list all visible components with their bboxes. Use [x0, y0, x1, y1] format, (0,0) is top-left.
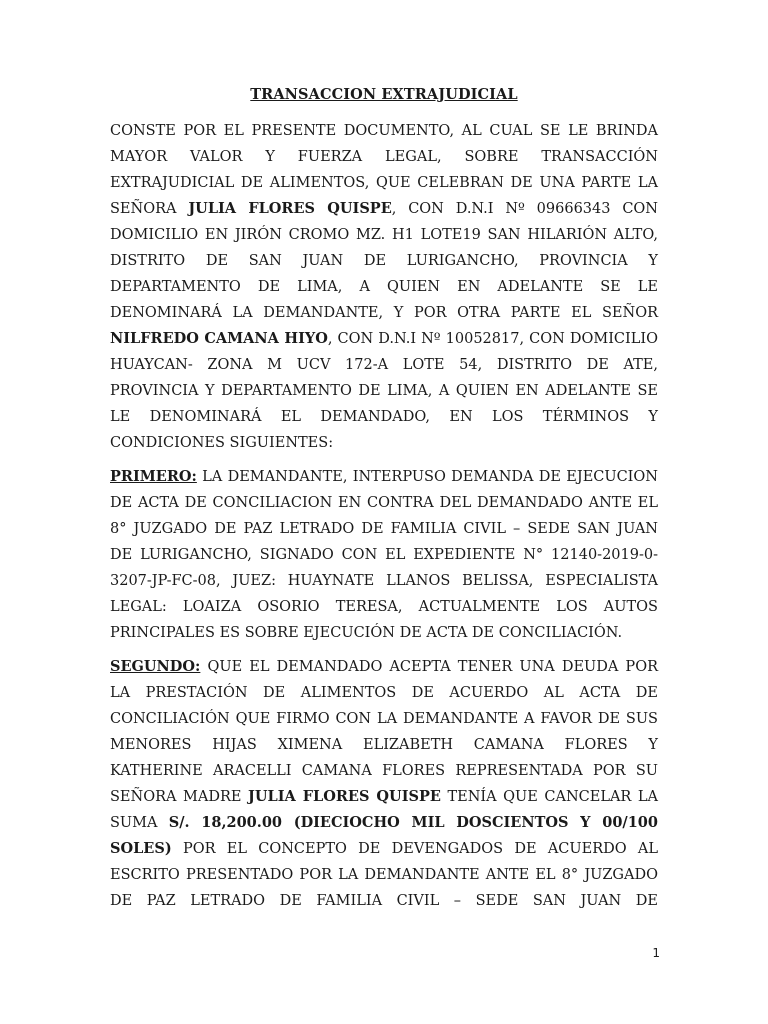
paragraph: [110, 464, 658, 646]
bold-text: SOLES): [110, 840, 172, 857]
text-line: [110, 516, 658, 542]
text-run: , CON D.N.I Nº 10052817, CON DOMICILIO: [327, 331, 658, 347]
text-line: [110, 248, 658, 274]
paragraph: [110, 118, 658, 456]
text-line: [110, 810, 658, 836]
bold-text: JULIA FLORES QUISPE: [248, 788, 441, 805]
text-line: [110, 352, 658, 378]
text-line: [110, 758, 658, 784]
text-line: [110, 378, 658, 404]
text-run: , CON D.N.I Nº 09666343 CON: [391, 201, 658, 217]
text-run: QUE EL DEMANDADO ACEPTA TENER UNA DEUDA POR: [200, 659, 658, 675]
text-line: [110, 732, 658, 758]
document-title: TRANSACCION EXTRAJUDICIAL: [250, 86, 518, 103]
text-line: [110, 144, 658, 170]
text-line: [110, 326, 658, 352]
text-run: ESCRITO PRESENTADO POR LA DEMANDANTE ANTE EL 8° JUZGADO: [110, 867, 658, 883]
text-run: LEGAL: LOAIZA OSORIO TERESA, ACTUALMENTE LOS AUTOS: [110, 599, 658, 615]
text-line: [110, 430, 658, 456]
text-line: [110, 862, 658, 888]
section-heading: SEGUNDO:: [110, 658, 201, 675]
text-line: [110, 568, 658, 594]
section-heading: PRIMERO:: [110, 468, 197, 485]
text-run: DISTRITO DE SAN JUAN DE LURIGANCHO, PROVINCIA Y: [110, 253, 658, 269]
text-line: [110, 784, 658, 810]
text-line: [110, 196, 658, 222]
text-run: DENOMINARÁ LA DEMANDANTE, Y POR OTRA PARTE EL SEÑOR: [110, 305, 658, 321]
text-run: CONDICIONES SIGUIENTES:: [110, 435, 334, 451]
text-run: MENORES HIJAS XIMENA ELIZABETH CAMANA FLORES Y: [110, 737, 658, 753]
text-line: [110, 490, 658, 516]
text-line: [110, 542, 658, 568]
text-line: [110, 464, 658, 490]
text-line: [110, 836, 658, 862]
page-number: 1: [652, 946, 660, 960]
text-line: [110, 118, 658, 144]
text-run: SEÑORA MADRE: [110, 789, 249, 805]
bold-text: JULIA FLORES QUISPE: [188, 200, 392, 217]
text-run: HUAYCAN- ZONA M UCV 172-A LOTE 54, DISTRITO DE ATE,: [110, 357, 658, 373]
text-run: DE LURIGANCHO, SIGNADO CON EL EXPEDIENTE N° 12140-2019-0-: [110, 547, 658, 563]
text-line: [110, 222, 658, 248]
text-line: [110, 274, 658, 300]
bold-text: NILFREDO CAMANA HIYO: [110, 330, 328, 347]
text-run: PROVINCIA Y DEPARTAMENTO DE LIMA, A QUIEN EN ADELANTE SE: [110, 383, 658, 399]
bold-text: S/. 18,200.00 (DIECIOCHO MIL DOSCIENTOS Y 00/100: [168, 814, 658, 831]
text-line: [110, 620, 658, 646]
text-run: EXTRAJUDICIAL DE ALIMENTOS, QUE CELEBRAN DE UNA PARTE LA: [110, 175, 658, 191]
text-run: SEÑORA: [110, 201, 189, 217]
text-run: KATHERINE ARACELLI CAMANA FLORES REPRESENTADA POR SU: [110, 763, 658, 779]
paragraph: [110, 654, 658, 914]
text-run: DE ACTA DE CONCILIACION EN CONTRA DEL DEMANDADO ANTE EL: [110, 495, 658, 511]
text-run: 8° JUZGADO DE PAZ LETRADO DE FAMILIA CIVIL – SEDE SAN JUAN: [110, 521, 658, 537]
text-run: SUMA: [110, 815, 169, 831]
text-line: [110, 594, 658, 620]
text-line: [110, 888, 658, 914]
text-run: POR EL CONCEPTO DE DEVENGADOS DE ACUERDO AL: [171, 841, 658, 857]
text-line: [110, 680, 658, 706]
text-run: LE DENOMINARÁ EL DEMANDADO, EN LOS TÉRMINOS Y: [110, 409, 658, 425]
text-run: LA DEMANDANTE, INTERPUSO DEMANDA DE EJECUCION: [196, 469, 658, 485]
text-line: [110, 404, 658, 430]
text-line: [110, 300, 658, 326]
text-line: [110, 654, 658, 680]
document-body: [110, 118, 658, 922]
text-run: DOMICILIO EN JIRÓN CROMO MZ. H1 LOTE19 SAN HILARIÓN ALTO,: [110, 227, 658, 243]
text-run: LA PRESTACIÓN DE ALIMENTOS DE ACUERDO AL ACTA DE: [110, 685, 658, 701]
text-run: CONSTE POR EL PRESENTE DOCUMENTO, AL CUAL SE LE BRINDA: [110, 123, 658, 139]
text-run: DEPARTAMENTO DE LIMA, A QUIEN EN ADELANTE SE LE: [110, 279, 658, 295]
text-run: MAYOR VALOR Y FUERZA LEGAL, SOBRE TRANSACCIÓN: [110, 149, 658, 165]
text-run: PRINCIPALES ES SOBRE EJECUCIÓN DE ACTA DE CONCILIACIÓN.: [110, 625, 623, 641]
text-line: [110, 706, 658, 732]
text-run: TENÍA QUE CANCELAR LA: [440, 789, 658, 805]
text-line: [110, 170, 658, 196]
text-run: CONCILIACIÓN QUE FIRMO CON LA DEMANDANTE A FAVOR DE SUS: [110, 711, 658, 727]
text-run: 3207-JP-FC-08, JUEZ: HUAYNATE LLANOS BELISSA, ESPECIALISTA: [110, 573, 658, 589]
text-run: DE PAZ LETRADO DE FAMILIA CIVIL – SEDE SAN JUAN DE: [110, 893, 658, 909]
